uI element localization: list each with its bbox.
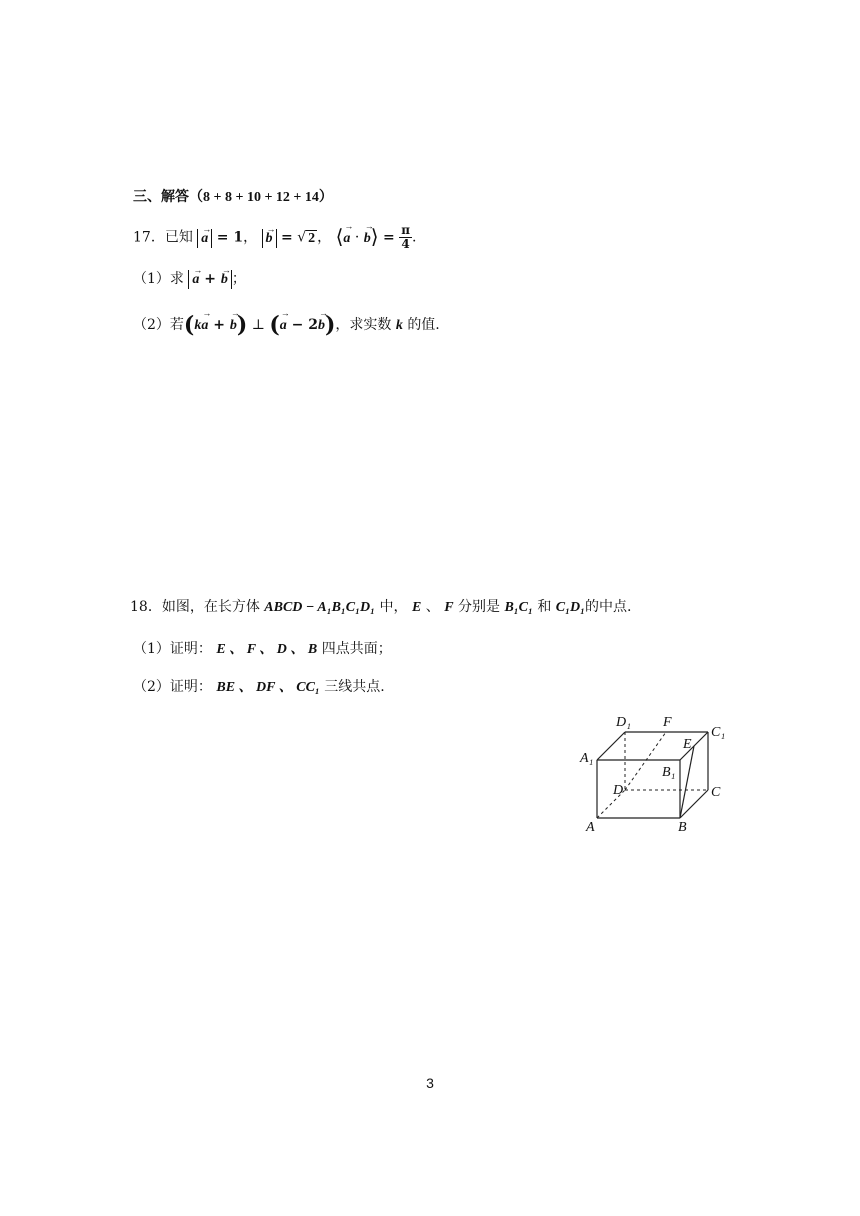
q17-part1-prefix: （1）求 [133, 271, 184, 287]
q18-number: 18．如图，在长方体 [130, 599, 260, 615]
q18-part2 [133, 676, 385, 696]
q18-part2-end: 三线共点. [324, 679, 385, 695]
sqrt-value: 2 [308, 230, 316, 246]
numerator: π [401, 223, 410, 237]
label-d: D [613, 783, 624, 798]
section-title: 三、解答（ [133, 189, 203, 205]
label-b1: B₁ [662, 765, 676, 780]
edge-a1d1 [597, 732, 625, 760]
text: 的中点. [585, 599, 632, 615]
vector-a: → a [201, 230, 208, 248]
right-paren: ) [236, 312, 248, 338]
page-number: 3 [426, 1075, 434, 1091]
cuboid-figure [570, 708, 740, 843]
vector-b: → b [364, 231, 371, 247]
perp-symbol: ⊥ [247, 317, 270, 333]
vector-a: → a [280, 318, 287, 334]
equals: = [383, 229, 395, 246]
q17-number: 17．已知 [133, 229, 193, 246]
vector-b: → b [221, 271, 228, 289]
text: 和 [537, 599, 552, 615]
q18-part1-end: 四点共面； [321, 641, 392, 657]
k-variable: k [395, 318, 403, 333]
text: 分别是 [457, 599, 500, 615]
q18-part1 [133, 638, 392, 658]
segment-b1c1: B₁C₁ [504, 600, 533, 615]
segment-c1d1: C₁D₁ [555, 600, 585, 615]
abs-b [262, 229, 277, 248]
text: 、 [425, 599, 440, 615]
q18-part1-prefix: （1）证明： [133, 641, 212, 657]
left-paren: ( [183, 312, 195, 338]
label-a1: A₁ [580, 751, 594, 766]
q18-part2-lines: BE 、 DF 、 CC₁ [216, 680, 320, 695]
label-f: F [663, 715, 672, 730]
segment-be [680, 746, 694, 818]
denominator: 4 [401, 237, 410, 251]
label-d1: D₁ [616, 715, 631, 730]
label-e: E [683, 737, 692, 752]
q17-part2: （2）若(k→ a + → b) ⊥ (→ a − 2→ b)，求实数 k 的值. [133, 312, 440, 338]
label-c1: C₁ [711, 725, 726, 740]
right-paren: ) [324, 312, 336, 338]
q17-part2-prefix: （2）若 [133, 317, 184, 333]
q17-part2-suffix: ，求实数 [335, 317, 392, 333]
b-value: = [281, 229, 293, 246]
q17-part2-end: 的值. [407, 317, 440, 333]
q18-stem [130, 596, 631, 616]
q18-part1-points: E 、 F 、 D 、 B [216, 642, 318, 657]
period: . [411, 229, 417, 246]
q17-part1-end: ； [231, 271, 246, 287]
hidden-segment-df [625, 732, 666, 790]
section-heading [133, 186, 333, 206]
text: 中， [379, 599, 408, 615]
a-value: = 1 [216, 229, 244, 246]
k-symbol: k [194, 318, 202, 333]
section-points: 8 + 8 + 10 + 12 + 14 [203, 190, 319, 205]
point-e: E [411, 600, 422, 615]
separator: ， [317, 229, 332, 246]
vector-a: → a [343, 231, 350, 247]
label-b: B [678, 820, 687, 835]
left-angle: ⟨ [335, 224, 344, 249]
solid-name: ABCD − A₁B₁C₁D₁ [264, 600, 376, 615]
abs-a-plus-b: → a + → b [188, 270, 231, 289]
vector-b: → b [318, 318, 325, 334]
vector-a: → a [192, 271, 199, 289]
q17-part1 [133, 268, 246, 289]
vector-a: → a [201, 318, 208, 334]
label-a: A [586, 820, 595, 835]
left-paren: ( [269, 312, 280, 338]
abs-a [197, 229, 212, 248]
vector-b: → b [230, 318, 237, 334]
q17-stem: 17．已知 → a = 1， → b = √ 2 ， ⟨→ a · → b⟩ = $\frac{\pi}{4}$ . [133, 224, 416, 251]
separator: ， [243, 229, 258, 246]
section-close: ） [318, 189, 333, 205]
label-c: C [711, 785, 721, 800]
point-f: F [444, 600, 454, 615]
vector-b: → b [266, 230, 273, 248]
right-angle: ⟩ [370, 224, 379, 249]
fraction-pi-over-4 [399, 224, 412, 251]
q18-part2-prefix: （2）证明： [133, 679, 212, 695]
sqrt-sign: √ [297, 229, 307, 246]
